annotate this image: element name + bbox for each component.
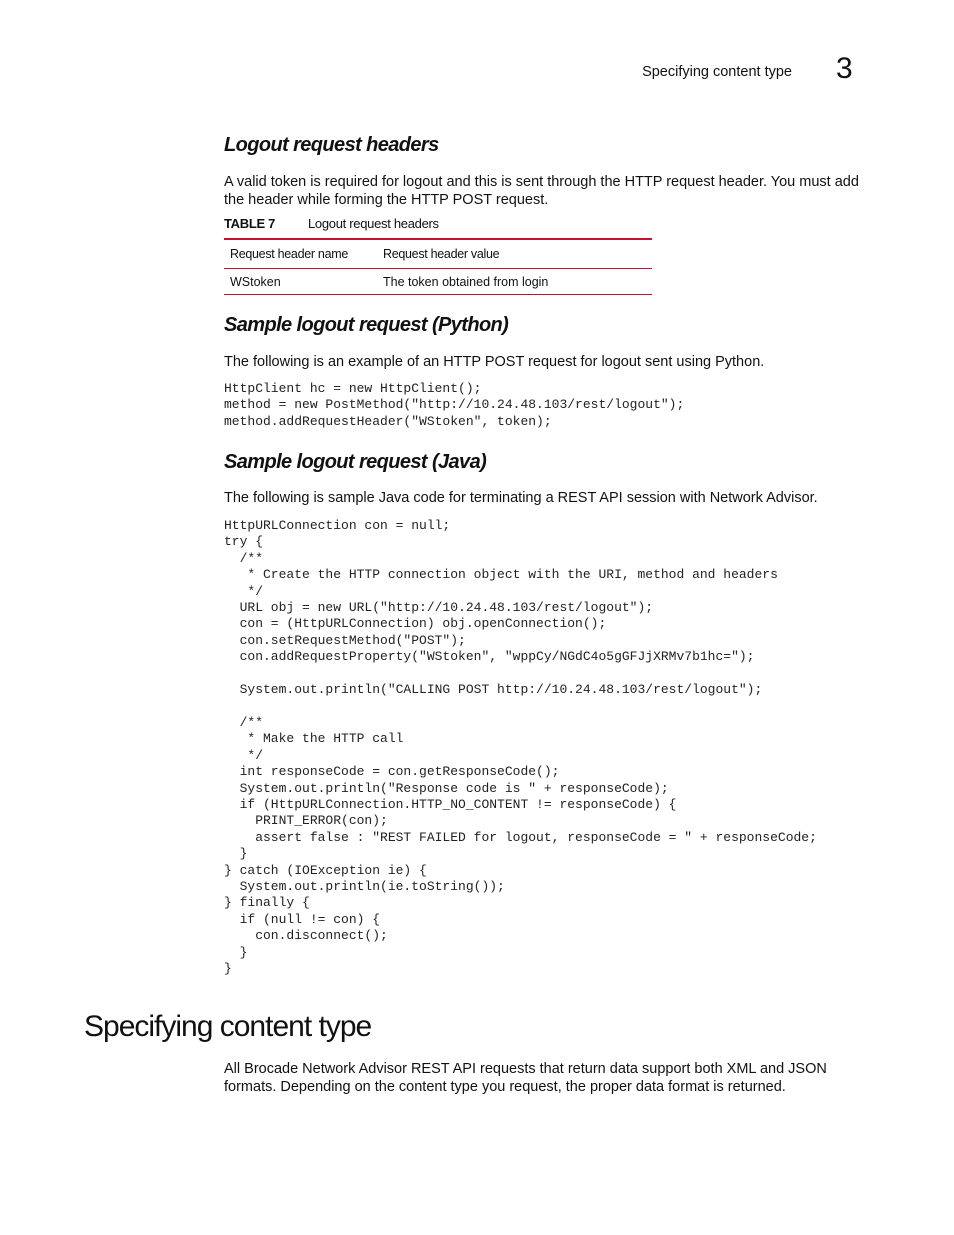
- table-header-row: [224, 239, 652, 269]
- logout-headers-paragraph: [224, 173, 874, 209]
- logout-headers-paragraph-line-1: A valid token is required for logout and this is sent through the HTTP request header. You must add: [224, 174, 859, 190]
- table-title: Logout request headers: [308, 216, 439, 231]
- python-code-block: HttpClient hc = new HttpClient(); method = new PostMethod("http://10.24.48.103/rest/logout"); method.addRequestHeader("WStoken", token);: [224, 381, 685, 429]
- column-header-value: Request header value: [377, 239, 652, 269]
- python-sample-heading: Sample logout request (Python): [224, 314, 509, 336]
- logout-headers-table: [224, 238, 652, 295]
- table-cell-header-name: WStoken: [224, 269, 377, 295]
- table-caption: [224, 216, 439, 231]
- content-type-paragraph-line-1: All Brocade Network Advisor REST API requests that return data support both XML and JSON: [224, 1061, 827, 1077]
- java-code-block: HttpURLConnection con = null; try { /** * Create the HTTP connection object with the URI, method and headers */ URL obj = new URL("http://10.24.48.103/rest/logout"); con = (HttpURLConnection) obj.openConnection(); con.setRequestMethod("POST"); con.addRequestProperty("WStoken", "wppCy/NGdC4o5gGFJjXRMv7b1hc="); System.out.println("CALLING POST http://10.24.48.103/rest/logout"); /** * Make the HTTP call */ int responseCode = con.getResponseCode(); System.out.println("Response code is " + responseCode); if (HttpURLConnection.HTTP_NO_CONTENT != responseCode) { PRINT_ERROR(con); assert false : "REST FAILED for logout, responseCode = " + responseCode; } } catch (IOException ie) { System.out.println(ie.toString()); } finally { if (null != con) { con.disconnect(); } }: [224, 518, 817, 976]
- logout-request-headers-heading: Logout request headers: [224, 134, 439, 156]
- content-type-paragraph: [224, 1060, 874, 1096]
- table-label: TABLE 7: [224, 216, 276, 231]
- running-header-section-title: Specifying content type: [642, 64, 792, 80]
- content-type-paragraph-line-2: formats. Depending on the content type you request, the proper data format is returned.: [224, 1079, 786, 1095]
- column-header-name: Request header name: [224, 239, 377, 269]
- table-row: [224, 269, 652, 295]
- section-title: Specifying content type: [84, 1010, 372, 1043]
- python-sample-paragraph: The following is an example of an HTTP POST request for logout sent using Python.: [224, 354, 765, 370]
- logout-headers-paragraph-line-2: the header while forming the HTTP POST request.: [224, 192, 549, 208]
- java-sample-paragraph: The following is sample Java code for terminating a REST API session with Network Advisor.: [224, 490, 818, 506]
- java-sample-heading: Sample logout request (Java): [224, 451, 487, 473]
- table-cell-header-value: The token obtained from login: [377, 269, 652, 295]
- chapter-number: 3: [836, 52, 853, 85]
